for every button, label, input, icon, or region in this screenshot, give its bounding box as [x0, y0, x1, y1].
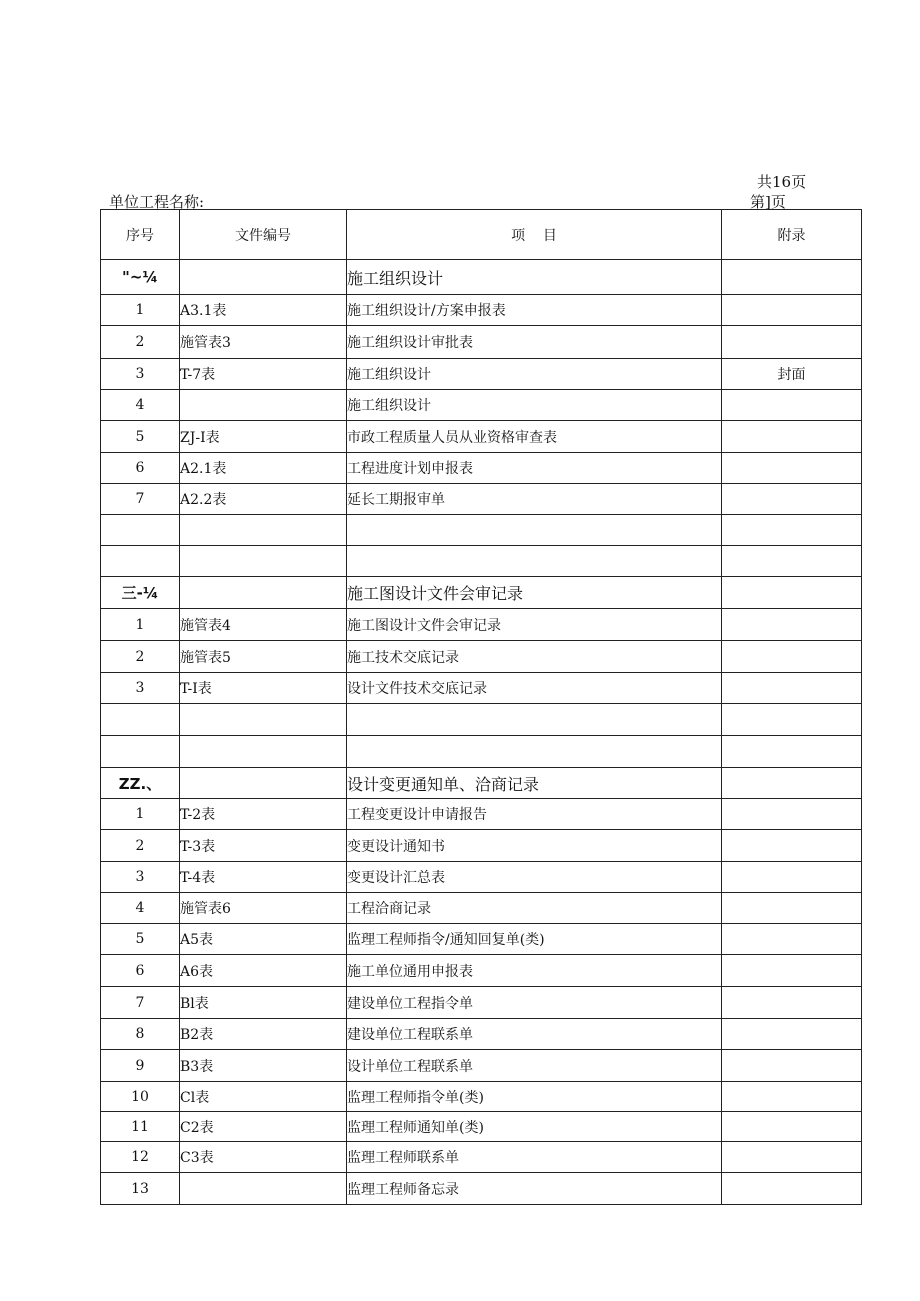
item-cell: 建设单位工程联系单 [347, 1019, 722, 1050]
item-cell: 工程洽商记录 [347, 893, 722, 924]
item-cell: 施工组织设计/方案申报表 [347, 295, 722, 326]
code-cell: A5表 [180, 924, 347, 955]
code-cell: A2.1表 [180, 453, 347, 484]
attachment-cell [722, 1019, 862, 1050]
seq-cell: ZZ.、 [101, 768, 180, 799]
table-row [101, 1019, 862, 1050]
code-cell: B2表 [180, 1019, 347, 1050]
column-header-code: 文件编号 [180, 210, 347, 260]
seq-cell: 5 [101, 421, 180, 453]
attachment-cell [722, 862, 862, 893]
section-row [101, 768, 862, 799]
code-cell: C2表 [180, 1112, 347, 1142]
attachment-cell [722, 955, 862, 987]
section-row [101, 577, 862, 609]
seq-cell: 3 [101, 359, 180, 390]
seq-cell: 6 [101, 453, 180, 484]
code-cell: C3表 [180, 1142, 347, 1173]
code-cell [180, 1173, 347, 1205]
item-cell: 施工图设计文件会审记录 [347, 577, 722, 609]
item-cell [347, 515, 722, 546]
table-row [101, 799, 862, 830]
code-cell: T-4表 [180, 862, 347, 893]
code-cell: T-7表 [180, 359, 347, 390]
attachment-cell [722, 260, 862, 295]
code-cell [180, 390, 347, 421]
attachment-cell [722, 577, 862, 609]
table-row [101, 390, 862, 421]
item-cell: 设计文件技术交底记录 [347, 673, 722, 704]
code-cell: 施管表6 [180, 893, 347, 924]
attachment-cell [722, 1173, 862, 1205]
attachment-cell [722, 924, 862, 955]
table-row [101, 515, 862, 546]
column-header-attachment: 附录 [722, 210, 862, 260]
table-row [101, 1050, 862, 1082]
seq-cell [101, 736, 180, 768]
table-row [101, 830, 862, 862]
item-cell: 工程进度计划申报表 [347, 453, 722, 484]
attachment-cell [722, 641, 862, 673]
attachment-cell [722, 546, 862, 577]
table-header-row [101, 210, 862, 260]
code-cell: T-I表 [180, 673, 347, 704]
table-row [101, 1082, 862, 1112]
seq-cell: 9 [101, 1050, 180, 1082]
item-cell: 施工技术交底记录 [347, 641, 722, 673]
seq-cell: 2 [101, 326, 180, 359]
table-row [101, 987, 862, 1019]
seq-cell: 4 [101, 390, 180, 421]
section-row [101, 260, 862, 295]
table-row [101, 546, 862, 577]
attachment-cell [722, 987, 862, 1019]
item-cell: 变更设计汇总表 [347, 862, 722, 893]
table-row [101, 421, 862, 453]
seq-cell: 12 [101, 1142, 180, 1173]
attachment-cell [722, 893, 862, 924]
seq-cell [101, 704, 180, 736]
code-cell [180, 768, 347, 799]
attachment-cell [722, 673, 862, 704]
table-row [101, 955, 862, 987]
table-row [101, 736, 862, 768]
seq-cell: 4 [101, 893, 180, 924]
item-cell: 变更设计通知书 [347, 830, 722, 862]
attachment-cell [722, 1050, 862, 1082]
seq-cell: 7 [101, 987, 180, 1019]
seq-cell: 三-¼ [101, 577, 180, 609]
document-index-table [100, 209, 862, 1205]
item-cell: 监理工程师指令/通知回复单(类) [347, 924, 722, 955]
item-cell: 设计变更通知单、洽商记录 [347, 768, 722, 799]
seq-cell: 5 [101, 924, 180, 955]
code-cell [180, 577, 347, 609]
attachment-cell [722, 453, 862, 484]
code-cell: B3表 [180, 1050, 347, 1082]
code-cell [180, 260, 347, 295]
item-cell: 施工组织设计 [347, 359, 722, 390]
seq-cell: 7 [101, 484, 180, 515]
item-cell [347, 546, 722, 577]
attachment-cell [722, 704, 862, 736]
attachment-cell [722, 326, 862, 359]
code-cell [180, 704, 347, 736]
attachment-cell: 封面 [722, 359, 862, 390]
table-row [101, 453, 862, 484]
code-cell: A3.1表 [180, 295, 347, 326]
attachment-cell [722, 1142, 862, 1173]
attachment-cell [722, 1112, 862, 1142]
code-cell: ZJ-I表 [180, 421, 347, 453]
attachment-cell [722, 484, 862, 515]
item-cell [347, 736, 722, 768]
table-row [101, 359, 862, 390]
table-row [101, 326, 862, 359]
item-cell: 监理工程师联系单 [347, 1142, 722, 1173]
seq-cell: 13 [101, 1173, 180, 1205]
seq-cell: 1 [101, 295, 180, 326]
item-cell: 监理工程师通知单(类) [347, 1112, 722, 1142]
total-pages: 共16页 [757, 173, 807, 191]
code-cell: A6表 [180, 955, 347, 987]
seq-cell: 8 [101, 1019, 180, 1050]
attachment-cell [722, 1082, 862, 1112]
seq-cell: 11 [101, 1112, 180, 1142]
attachment-cell [722, 609, 862, 641]
code-cell: Cl表 [180, 1082, 347, 1112]
item-cell: 设计单位工程联系单 [347, 1050, 722, 1082]
seq-cell: 3 [101, 862, 180, 893]
seq-cell: 2 [101, 830, 180, 862]
code-cell: 施管表5 [180, 641, 347, 673]
item-cell: 施工组织设计 [347, 390, 722, 421]
table-row [101, 484, 862, 515]
seq-cell: 2 [101, 641, 180, 673]
table-row [101, 1142, 862, 1173]
item-cell: 施工组织设计 [347, 260, 722, 295]
table-row [101, 295, 862, 326]
table-row [101, 862, 862, 893]
table-row [101, 641, 862, 673]
item-cell: 延长工期报审单 [347, 484, 722, 515]
code-cell [180, 736, 347, 768]
item-cell: 施工单位通用申报表 [347, 955, 722, 987]
attachment-cell [722, 295, 862, 326]
code-cell: A2.2表 [180, 484, 347, 515]
seq-cell [101, 515, 180, 546]
table-row [101, 609, 862, 641]
seq-cell [101, 546, 180, 577]
attachment-cell [722, 421, 862, 453]
seq-cell: 10 [101, 1082, 180, 1112]
seq-cell: 6 [101, 955, 180, 987]
code-cell [180, 515, 347, 546]
attachment-cell [722, 515, 862, 546]
item-cell: 施工组织设计审批表 [347, 326, 722, 359]
code-cell: 施管表3 [180, 326, 347, 359]
column-header-seq: 序号 [101, 210, 180, 260]
table-row [101, 673, 862, 704]
code-cell: Bl表 [180, 987, 347, 1019]
item-cell: 建设单位工程指令单 [347, 987, 722, 1019]
table-row [101, 1112, 862, 1142]
code-cell [180, 546, 347, 577]
page-number: 第]页 [750, 193, 786, 211]
seq-cell: 3 [101, 673, 180, 704]
seq-cell: "~¼ [101, 260, 180, 295]
attachment-cell [722, 736, 862, 768]
code-cell: 施管表4 [180, 609, 347, 641]
seq-cell: 1 [101, 799, 180, 830]
item-cell [347, 704, 722, 736]
table-row [101, 704, 862, 736]
table-row [101, 1173, 862, 1205]
item-cell: 监理工程师指令单(类) [347, 1082, 722, 1112]
table-row [101, 924, 862, 955]
attachment-cell [722, 768, 862, 799]
seq-cell: 1 [101, 609, 180, 641]
item-cell: 市政工程质量人员从业资格审查表 [347, 421, 722, 453]
attachment-cell [722, 799, 862, 830]
attachment-cell [722, 830, 862, 862]
table-row [101, 893, 862, 924]
attachment-cell [722, 390, 862, 421]
item-cell: 施工图设计文件会审记录 [347, 609, 722, 641]
item-cell: 工程变更设计申请报告 [347, 799, 722, 830]
unit-name-label: 单位工程名称: [109, 193, 205, 211]
code-cell: T-2表 [180, 799, 347, 830]
item-cell: 监理工程师备忘录 [347, 1173, 722, 1205]
code-cell: T-3表 [180, 830, 347, 862]
column-header-item: 项 目 [347, 210, 722, 260]
